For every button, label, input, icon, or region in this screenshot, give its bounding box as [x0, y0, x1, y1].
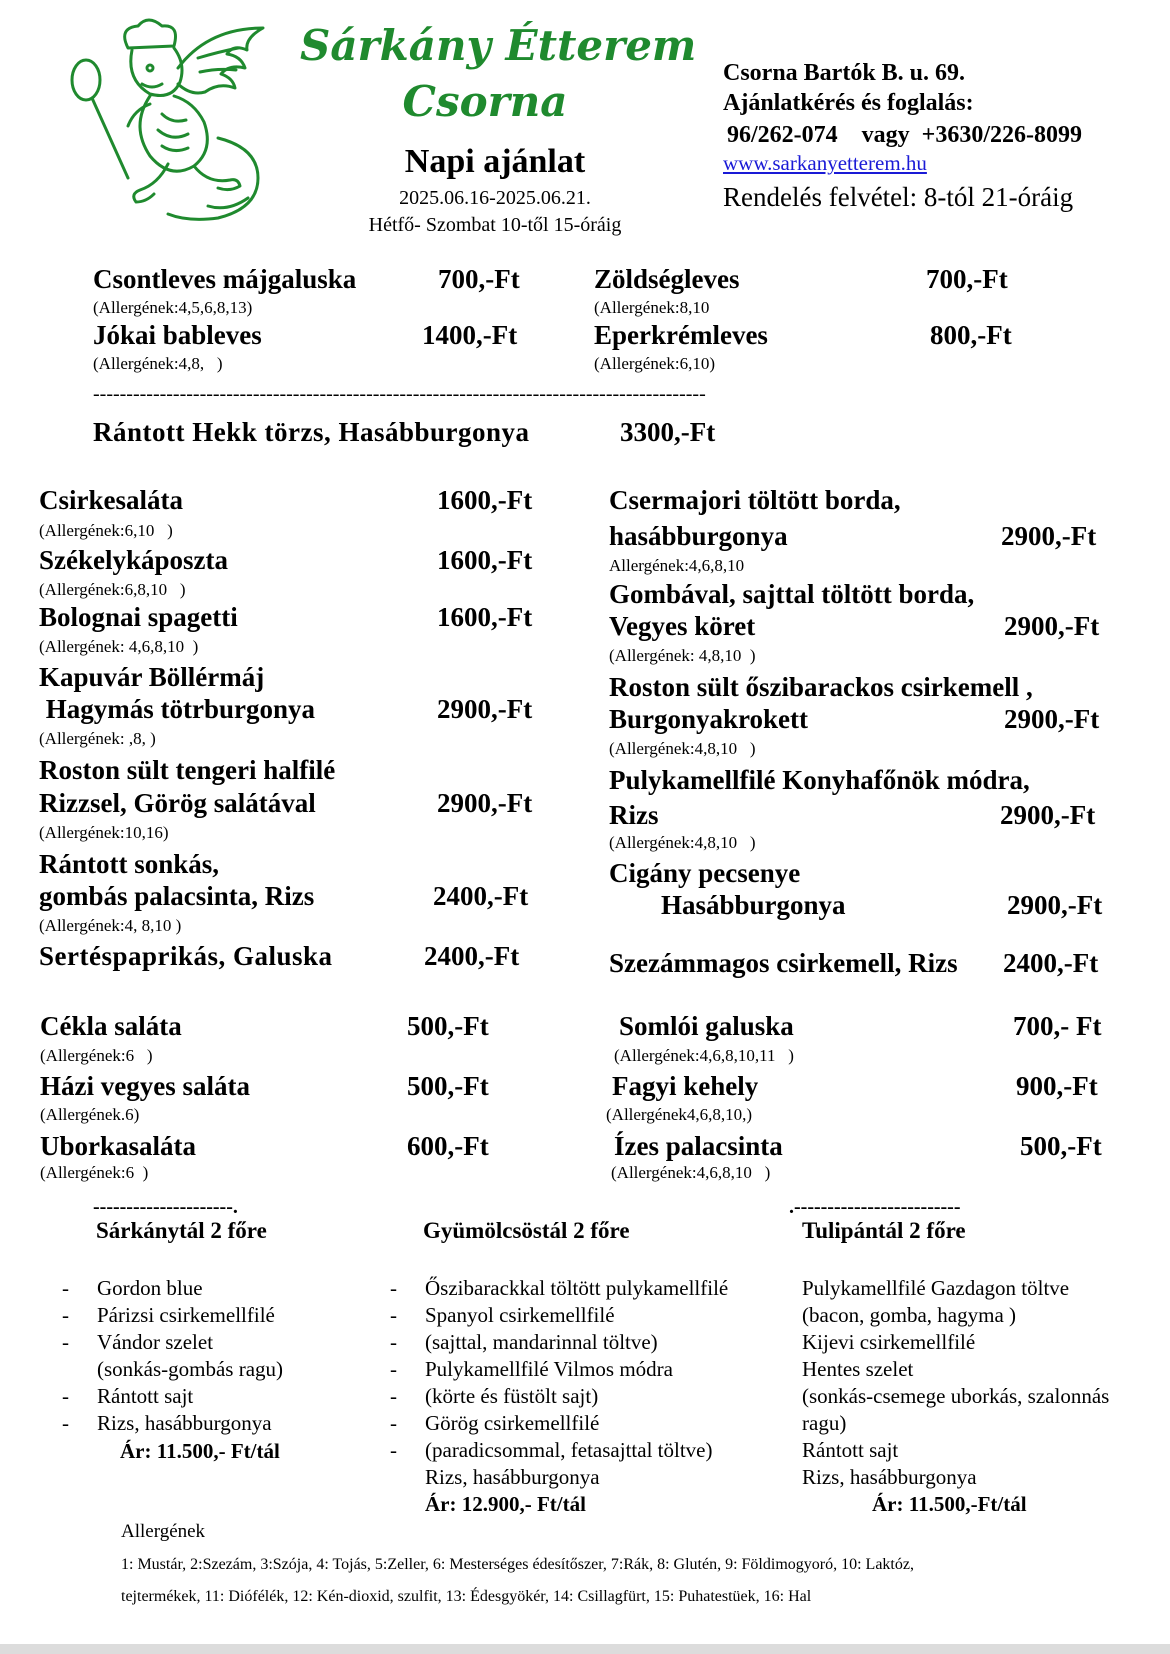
dish-allergens: (Allergének:6,8,10 ) — [39, 580, 186, 599]
dish-price: 2900,-Ft — [1001, 521, 1097, 551]
dish-price: 900,-Ft — [1016, 1071, 1098, 1101]
restaurant-city: Csorna — [402, 77, 568, 126]
dish-name: Rántott Hekk törzs, Hasábburgonya — [93, 417, 530, 447]
dish-allergens: (Allergének:10,16) — [39, 823, 169, 842]
platter-title: Gyümölcsöstál 2 főre — [423, 1218, 630, 1243]
platter-divider-left: ---------------------. — [93, 1196, 238, 1218]
dish-allergens: (Allergének:4,6,8,10 ) — [611, 1163, 771, 1182]
restaurant-name: Sárkány Étterem — [300, 21, 697, 70]
dish-name-line2: hasábburgonya — [609, 521, 788, 551]
list-item: (bacon, gomba, hagyma ) — [802, 1303, 1017, 1327]
platter-items — [802, 1275, 1162, 1491]
platter-items — [390, 1275, 770, 1491]
dish-price: 600,-Ft — [407, 1131, 489, 1161]
dish-name: Fagyi kehely — [612, 1071, 759, 1101]
dish-name-line2: Hasábburgonya — [661, 890, 846, 920]
dish-price: 1600,-Ft — [437, 545, 533, 575]
dish-allergens: (Allergének:6,10) — [594, 354, 716, 373]
dish-price: 3300,-Ft — [620, 417, 716, 447]
list-item: (sonkás-csemege uborkás, szalonnás — [802, 1384, 1110, 1408]
dish-name-line2: Burgonyakrokett — [609, 704, 809, 734]
dish-price: 1600,-Ft — [437, 602, 533, 632]
dish-price: 1600,-Ft — [437, 485, 533, 515]
bullet: - — [62, 1276, 69, 1300]
legend-title: Allergének — [121, 1521, 206, 1542]
bullet: - — [62, 1303, 69, 1327]
list-item: Rizs, hasábburgonya — [802, 1465, 977, 1489]
dish-name: Roston sült őszibarackos csirkemell , — [609, 672, 1033, 702]
bullet: - — [390, 1411, 397, 1435]
platter-items — [62, 1275, 362, 1437]
dish-price: 2900,-Ft — [1004, 704, 1100, 734]
platter-price: Ár: 11.500,- Ft/tál — [120, 1439, 280, 1463]
item-text: (sajttal, mandarinnal töltve) — [425, 1330, 658, 1354]
dish-name: Cékla saláta — [40, 1011, 182, 1041]
dish-name-line2: Vegyes köret — [609, 611, 756, 641]
dish-name: Uborkasaláta — [40, 1131, 197, 1161]
dish-allergens: (Allergének:4,8,10 ) — [609, 739, 756, 758]
dish-price: 500,-Ft — [1020, 1131, 1102, 1161]
list-item — [62, 1329, 362, 1356]
dish-name: Gombával, sajttal töltött borda, — [609, 579, 975, 609]
dish-name: Roston sült tengeri halfilé — [39, 755, 336, 785]
legend-line: 1: Mustár, 2:Szezám, 3:Szója, 4: Tojás, 5:Zeller, 6: Mesterséges édesítőszer, 7:Rák, 8: Glutén, 9: Földimogyoró, 10: Laktóz, — [121, 1556, 914, 1573]
dish-allergens: (Allergének:4,8,10 ) — [609, 833, 756, 852]
dish-name: Rántott sonkás, — [39, 849, 220, 879]
dish-name: Sertéspaprikás, Galuska — [39, 941, 333, 971]
list-item — [62, 1383, 362, 1410]
list-item: Rántott sajt — [802, 1438, 899, 1462]
item-text: Gordon blue — [97, 1276, 203, 1300]
dish-name: Zöldségleves — [594, 264, 740, 294]
dish-allergens: (Allergének:8,10 — [594, 298, 710, 317]
opening-hours: Hétfő- Szombat 10-től 15-óráig — [368, 214, 622, 236]
legend-line: tejtermékek, 11: Diófélék, 12: Kén-dioxid, szulfit, 13: Édesgyökér, 14: Csillagfürt, 15: Puhatestüek, 16: Hal — [121, 1588, 812, 1605]
dish-name: Eperkrémleves — [594, 320, 768, 350]
dish-price: 2900,-Ft — [437, 788, 533, 818]
list-item — [390, 1464, 770, 1491]
dish-price: 2900,-Ft — [437, 694, 533, 724]
item-text: Rizs, hasábburgonya — [425, 1465, 600, 1489]
platter-title: Sárkánytál 2 főre — [96, 1218, 267, 1243]
platter-price: Ár: 12.900,- Ft/tál — [425, 1492, 586, 1516]
item-text: Pulykamellfilé Vilmos módra — [425, 1357, 673, 1381]
dish-price: 2900,-Ft — [1004, 611, 1100, 641]
dish-allergens: (Allergének:4,6,8,10,11 ) — [614, 1046, 794, 1065]
dish-allergens: (Allergének: ,8, ) — [39, 729, 156, 748]
dish-name: Házi vegyes saláta — [40, 1071, 250, 1101]
dish-name-line2: Hagymás tötrburgonya — [39, 694, 315, 724]
dish-allergens: (Allergének:6,10 ) — [39, 521, 173, 540]
bullet: - — [62, 1411, 69, 1435]
dish-name: Csontleves májgaluska — [93, 264, 357, 294]
dish-price: 500,-Ft — [407, 1071, 489, 1101]
dish-name: Csermajori töltött borda, — [609, 485, 901, 515]
list-item — [390, 1329, 770, 1356]
dish-name: Csirkesaláta — [39, 485, 183, 515]
dish-name-line2: Rizs — [609, 800, 659, 830]
website-link[interactable]: www.sarkanyetterem.hu — [723, 151, 927, 175]
phone-numbers: 96/262-074 vagy +3630/226-8099 — [727, 122, 1082, 148]
dish-name: Somlói galuska — [619, 1011, 794, 1041]
dish-allergens: (Allergének:4, 8,10 ) — [39, 916, 182, 935]
item-text: Rizs, hasábburgonya — [97, 1411, 272, 1435]
dish-name: Pulykamellfilé Konyhafőnök módra, — [609, 765, 1030, 795]
list-item — [62, 1302, 362, 1329]
list-item — [390, 1302, 770, 1329]
dish-price: 2400,-Ft — [424, 941, 520, 971]
dish-price: 700,- Ft — [1013, 1011, 1102, 1041]
bullet: - — [62, 1384, 69, 1408]
dragon-chef-icon — [58, 18, 273, 228]
dish-allergens: (Allergének:4,5,6,8,13) — [93, 298, 253, 317]
item-text: Görög csirkemellfilé — [425, 1411, 600, 1435]
logo — [58, 18, 273, 228]
dish-name-line2: gombás palacsinta, Rizs — [39, 881, 315, 911]
list-item — [390, 1383, 770, 1410]
list-item — [390, 1275, 770, 1302]
dish-name: Jókai bableves — [93, 320, 262, 350]
item-text: (sonkás-gombás ragu) — [97, 1357, 284, 1381]
divider: -------------------------------------------------------------------------------------------- — [93, 383, 706, 405]
dish-name: Cigány pecsenye — [609, 858, 801, 888]
list-item — [62, 1410, 362, 1437]
dish-allergens: (Allergének.6) — [40, 1105, 140, 1124]
dish-allergens: (Allergének:4,8, ) — [93, 354, 223, 373]
list-item: Kijevi csirkemellfilé — [802, 1330, 976, 1354]
list-item — [390, 1410, 770, 1437]
list-item — [62, 1275, 362, 1302]
item-text: (körte és füstölt sajt) — [425, 1384, 599, 1408]
item-text: (paradicsommal, fetasajttal töltve) — [425, 1438, 713, 1462]
bullet: - — [390, 1276, 397, 1300]
bullet: - — [390, 1357, 397, 1381]
platter-price: Ár: 11.500,-Ft/tál — [872, 1492, 1027, 1516]
dish-price: 700,-Ft — [926, 264, 1008, 294]
item-text: Őszibarackkal töltött pulykamellfilé — [425, 1276, 729, 1300]
dish-name: Bolognai spagetti — [39, 602, 238, 632]
dish-price: 2900,-Ft — [1007, 890, 1103, 920]
page-bottom-bar — [0, 1644, 1170, 1654]
address: Csorna Bartók B. u. 69. — [723, 60, 966, 86]
dish-allergens: (Allergének4,6,8,10,) — [606, 1105, 753, 1124]
dish-price: 2400,-Ft — [433, 881, 529, 911]
dish-allergens: (Allergének:6 ) — [40, 1046, 153, 1065]
item-text: Rántott sajt — [97, 1384, 194, 1408]
platter-divider-right: .------------------------- — [789, 1196, 961, 1218]
list-item — [62, 1356, 362, 1383]
dish-price: 700,-Ft — [438, 264, 520, 294]
platter-title: Tulipántál 2 főre — [802, 1218, 966, 1243]
dish-name: Szezámmagos csirkemell, Rizs — [609, 948, 958, 978]
dish-name-line2: Rizzsel, Görög salátával — [39, 788, 316, 818]
dish-name: Ízes palacsinta — [614, 1131, 783, 1161]
bullet: - — [62, 1330, 69, 1354]
order-hours: Rendelés felvétel: 8-tól 21-óráig — [723, 182, 1074, 212]
bullet: - — [390, 1330, 397, 1354]
dish-allergens: Allergének:4,6,8,10 — [609, 556, 745, 575]
bullet: - — [390, 1303, 397, 1327]
dish-allergens: (Allergének:6 ) — [40, 1163, 149, 1182]
list-item: Hentes szelet — [802, 1357, 914, 1381]
list-item — [390, 1437, 770, 1464]
page-title: Napi ajánlat — [404, 143, 586, 180]
date-range: 2025.06.16-2025.06.21. — [399, 187, 591, 209]
bullet: - — [390, 1384, 397, 1408]
dish-allergens: (Allergének: 4,8,10 ) — [609, 646, 756, 665]
dish-name: Székelykáposzta — [39, 545, 228, 575]
item-text: Párizsi csirkemellfilé — [97, 1303, 275, 1327]
item-text: Vándor szelet — [97, 1330, 214, 1354]
item-text: Spanyol csirkemellfilé — [425, 1303, 615, 1327]
list-item: Pulykamellfilé Gazdagon töltve — [802, 1276, 1070, 1300]
dish-price: 800,-Ft — [930, 320, 1012, 350]
dish-price: 2900,-Ft — [1000, 800, 1096, 830]
bullet: - — [390, 1438, 397, 1462]
dish-price: 1400,-Ft — [422, 320, 518, 350]
list-item — [390, 1356, 770, 1383]
dish-allergens: (Allergének: 4,6,8,10 ) — [39, 637, 199, 656]
dish-price: 500,-Ft — [407, 1011, 489, 1041]
list-item: ragu) — [802, 1411, 847, 1435]
booking-label: Ajánlatkérés és foglalás: — [723, 90, 974, 116]
dish-name: Kapuvár Böllérmáj — [39, 662, 265, 692]
dish-price: 2400,-Ft — [1003, 948, 1099, 978]
